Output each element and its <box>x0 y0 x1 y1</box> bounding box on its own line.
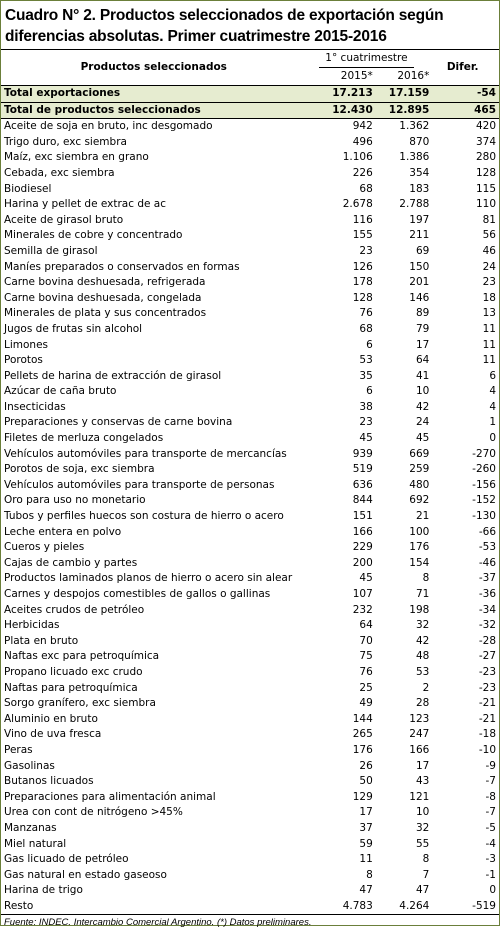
difference-cell: -4 <box>485 837 496 850</box>
difference-cell: 23 <box>482 276 496 289</box>
value-2016-cell: 47 <box>415 884 430 897</box>
table-row <box>1 135 499 151</box>
product-name-cell: Urea con cont de nitrógeno >45% <box>4 806 183 819</box>
value-2015-cell: 151 <box>352 510 373 523</box>
value-2016-cell: 2 <box>422 681 430 694</box>
difference-cell: -18 <box>478 728 496 741</box>
difference-cell: -46 <box>478 556 496 569</box>
product-name-cell: Semilla de girasol <box>4 244 98 257</box>
table-row <box>1 759 499 775</box>
table-row <box>1 821 499 837</box>
product-name-cell: Preparaciones y conservas de carne bovina <box>4 416 233 429</box>
difference-cell: -21 <box>478 712 496 725</box>
value-2015-cell: 200 <box>352 556 373 569</box>
table-row <box>1 665 499 681</box>
product-name-cell: Resto <box>4 899 34 912</box>
value-2016-cell: 10 <box>415 806 430 819</box>
value-2016-cell: 7 <box>422 868 430 881</box>
value-2016-cell: 669 <box>409 447 430 460</box>
product-name-cell: Miel natural <box>4 837 67 850</box>
value-2016-cell: 41 <box>415 369 430 382</box>
value-2015-cell: 6 <box>366 385 373 398</box>
value-2016-cell: 4.264 <box>399 899 430 912</box>
product-name-cell: Filetes de merluza congelados <box>4 432 164 445</box>
product-name-cell: Aceite de girasol bruto <box>4 213 124 226</box>
value-2016-cell: 2.788 <box>399 198 430 211</box>
value-2015-cell: 49 <box>359 697 373 710</box>
value-2015-cell: 232 <box>352 603 373 616</box>
product-name-cell: Harina y pellet de extrac de ac <box>4 198 167 211</box>
value-2015-cell: 68 <box>359 322 373 335</box>
product-name-cell: Preparaciones para alimentación animal <box>4 790 216 803</box>
table-row <box>1 322 499 338</box>
value-2016-cell: 17 <box>415 759 430 772</box>
product-name-cell: Propano licuado exc crudo <box>4 665 143 678</box>
total-exports-row <box>1 86 499 103</box>
difference-cell: -8 <box>485 790 496 803</box>
difference-cell: 110 <box>475 198 496 211</box>
product-name-cell: Minerales de cobre y concentrado <box>4 229 183 242</box>
value-2015-cell: 8 <box>366 868 373 881</box>
table-row <box>1 556 499 572</box>
difference-cell: -3 <box>485 853 496 866</box>
product-name-cell: Porotos <box>4 354 43 367</box>
value-2016-cell: 197 <box>409 213 430 226</box>
value-2016-cell: 247 <box>409 728 430 741</box>
table-row <box>1 353 499 369</box>
product-name-cell: Gasolinas <box>4 759 55 772</box>
header-row-1 <box>1 50 499 68</box>
table-row <box>1 603 499 619</box>
product-name-cell: Minerales de plata y sus concentrados <box>4 307 207 320</box>
product-name-cell: Naftas para petroquímica <box>4 681 138 694</box>
table-row <box>1 774 499 790</box>
value-2016-cell: 12.895 <box>373 102 430 119</box>
diff-column-header: Difer. <box>446 61 479 73</box>
table-row <box>1 868 499 884</box>
value-2016-cell: 166 <box>409 743 430 756</box>
value-2016-cell: 870 <box>409 135 430 148</box>
value-2016-cell: 48 <box>415 650 430 663</box>
value-2016-cell: 150 <box>409 260 430 273</box>
value-2015-cell: 76 <box>359 665 373 678</box>
value-2015-cell: 11 <box>359 853 373 866</box>
table-row <box>1 571 499 587</box>
table-row <box>1 540 499 556</box>
table-row <box>1 291 499 307</box>
value-2016-cell: 45 <box>415 432 430 445</box>
value-2015-cell: 2.678 <box>342 198 373 211</box>
product-name-cell: Vino de uva fresca <box>4 728 102 741</box>
value-2016-cell: 154 <box>409 556 430 569</box>
value-2015-cell: 35 <box>359 369 373 382</box>
value-2016-cell: 32 <box>415 821 430 834</box>
value-2016-cell: 480 <box>409 478 430 491</box>
product-name-cell: Vehículos automóviles para transporte de mercancías <box>4 447 287 460</box>
value-2015-cell: 23 <box>359 416 373 429</box>
table-title: Cuadro N° 2. Productos seleccionados de exportación según diferencias absolutas. Primer cuatrimestre 2015-2016 <box>5 7 444 45</box>
product-name-cell: Maíz, exc siembra en grano <box>4 151 149 164</box>
product-name-cell: Total exportaciones <box>1 86 304 103</box>
product-name-cell: Productos laminados planos de hierro o acero sin alear <box>4 572 293 585</box>
difference-cell: -519 <box>472 899 496 912</box>
table-row <box>1 338 499 354</box>
difference-cell: -152 <box>472 494 496 507</box>
value-2016-cell: 8 <box>422 853 430 866</box>
product-column-header: Productos seleccionados <box>80 61 227 73</box>
value-2015-cell: 229 <box>352 541 373 554</box>
table-body <box>1 50 499 914</box>
product-name-cell: Cueros y pieles <box>4 541 85 554</box>
value-2016-cell: 183 <box>409 182 430 195</box>
table-row <box>1 899 499 915</box>
value-2015-cell: 226 <box>352 166 373 179</box>
total-selected-row <box>1 102 499 119</box>
value-2016-cell: 176 <box>409 541 430 554</box>
value-2016-cell: 71 <box>415 588 430 600</box>
product-name-cell: Naftas exc para petroquímica <box>4 650 160 663</box>
value-2015-cell: 519 <box>352 463 373 476</box>
difference-cell: 4 <box>489 400 496 413</box>
difference-cell: -21 <box>478 697 496 710</box>
value-2016-cell: 21 <box>415 510 430 523</box>
value-2016-cell: 100 <box>409 525 430 538</box>
table-row <box>1 306 499 322</box>
value-2016-cell: 123 <box>409 712 430 725</box>
value-2015-cell: 636 <box>352 478 373 491</box>
table-row <box>1 166 499 182</box>
product-name-cell: Butanos licuados <box>4 775 94 788</box>
value-2016-cell: 64 <box>415 354 430 367</box>
table-row <box>1 431 499 447</box>
table-row <box>1 649 499 665</box>
difference-cell: -23 <box>478 665 496 678</box>
value-2015-cell: 37 <box>359 821 373 834</box>
difference-cell: 18 <box>482 291 496 304</box>
table-row <box>1 384 499 400</box>
table-row <box>1 618 499 634</box>
difference-cell: 115 <box>475 182 496 195</box>
product-name-cell: Vehículos automóviles para transporte de personas <box>4 478 275 491</box>
product-name-cell: Insecticidas <box>4 400 66 413</box>
table-row <box>1 837 499 853</box>
product-name-cell: Cebada, exc siembra <box>4 166 115 179</box>
product-name-cell: Harina de trigo <box>4 884 83 897</box>
value-2015-cell: 70 <box>359 634 373 647</box>
table-row <box>1 182 499 198</box>
table-row <box>1 634 499 650</box>
value-2016-cell: 1.362 <box>399 120 430 133</box>
value-2015-cell: 1.106 <box>342 151 373 164</box>
value-2016-cell: 354 <box>409 166 430 179</box>
value-2015-cell: 144 <box>352 712 373 725</box>
product-name-cell: Limones <box>4 338 49 351</box>
value-2016-cell: 32 <box>415 619 430 632</box>
value-2015-cell: 496 <box>352 135 373 148</box>
value-2016-cell: 17.159 <box>373 86 430 103</box>
product-name-cell: Gas natural en estado gaseoso <box>4 868 167 881</box>
table-row <box>1 119 499 135</box>
difference-cell: 11 <box>482 338 496 351</box>
value-2015-cell: 12.430 <box>304 102 373 119</box>
table-row <box>1 244 499 260</box>
product-name-cell: Pellets de harina de extracción de girasol <box>4 369 222 382</box>
difference-cell: -27 <box>478 650 496 663</box>
difference-cell: 6 <box>489 369 496 382</box>
difference-cell: 4 <box>489 385 496 398</box>
table-row <box>1 228 499 244</box>
difference-cell: -23 <box>478 681 496 694</box>
difference-cell: -10 <box>478 743 496 756</box>
difference-cell: 24 <box>482 260 496 273</box>
value-2015-cell: 178 <box>352 276 373 289</box>
table-row <box>1 525 499 541</box>
value-2016-cell: 692 <box>409 494 430 507</box>
value-2015-cell: 53 <box>359 354 373 367</box>
product-name-cell: Carnes y despojos comestibles de gallos o gallinas <box>4 588 271 600</box>
difference-cell: 128 <box>475 166 496 179</box>
difference-cell: -1 <box>485 868 496 881</box>
difference-cell: -53 <box>478 541 496 554</box>
value-2016-cell: 8 <box>422 572 430 585</box>
difference-cell: 11 <box>482 354 496 367</box>
difference-cell: -130 <box>472 510 496 523</box>
value-2016-cell: 55 <box>415 837 430 850</box>
difference-cell: -54 <box>429 86 499 103</box>
difference-cell: -270 <box>472 447 496 460</box>
table-row <box>1 727 499 743</box>
value-2015-cell: 129 <box>352 790 373 803</box>
value-2016-cell: 89 <box>415 307 430 320</box>
table-row <box>1 150 499 166</box>
value-2015-cell: 45 <box>359 432 373 445</box>
value-2016-cell: 259 <box>409 463 430 476</box>
table-row <box>1 587 499 603</box>
difference-cell: 0 <box>489 884 496 897</box>
product-name-cell: Carne bovina deshuesada, congelada <box>4 291 202 304</box>
product-name-cell: Porotos de soja, exc siembra <box>4 463 155 476</box>
difference-cell: -66 <box>478 525 496 538</box>
value-2015-cell: 68 <box>359 182 373 195</box>
value-2016-cell: 121 <box>409 790 430 803</box>
product-name-cell: Herbicidas <box>4 619 60 632</box>
period-label: 1° cuatrimestre <box>319 50 413 68</box>
value-2016-cell: 69 <box>415 244 430 257</box>
value-2015-cell: 25 <box>359 681 373 694</box>
year-2015-header: 2015* <box>340 70 373 82</box>
value-2016-cell: 1.386 <box>399 151 430 164</box>
product-name-cell: Carne bovina deshuesada, refrigerada <box>4 276 206 289</box>
table-row <box>1 415 499 431</box>
value-2015-cell: 128 <box>352 291 373 304</box>
value-2015-cell: 939 <box>352 447 373 460</box>
value-2015-cell: 6 <box>366 338 373 351</box>
product-name-cell: Peras <box>4 743 33 756</box>
value-2015-cell: 64 <box>359 619 373 632</box>
table-row <box>1 696 499 712</box>
product-name-cell: Sorgo granífero, exc siembra <box>4 697 156 710</box>
value-2015-cell: 38 <box>359 400 373 413</box>
table-row <box>1 447 499 463</box>
value-2015-cell: 50 <box>359 775 373 788</box>
product-name-cell: Trigo duro, exc siembra <box>4 135 127 148</box>
source-note: Fuente: INDEC. Intercambio Comercial Argentino. (*) Datos preliminares. <box>1 914 499 931</box>
difference-cell: 465 <box>429 102 499 119</box>
product-name-cell: Aceite de soja en bruto, inc desgomado <box>4 120 213 133</box>
value-2015-cell: 166 <box>352 525 373 538</box>
table-row <box>1 790 499 806</box>
product-name-cell: Tubos y perfiles huecos son costura de hierro o acero <box>4 510 284 523</box>
value-2015-cell: 844 <box>352 494 373 507</box>
product-name-cell: Biodiesel <box>4 182 52 195</box>
value-2016-cell: 42 <box>415 634 430 647</box>
difference-cell: -7 <box>485 775 496 788</box>
product-name-cell: Leche entera en polvo <box>4 525 122 538</box>
value-2016-cell: 42 <box>415 400 430 413</box>
value-2015-cell: 4.783 <box>342 899 373 912</box>
difference-cell: 374 <box>475 135 496 148</box>
difference-cell: 0 <box>489 432 496 445</box>
difference-cell: -156 <box>472 478 496 491</box>
value-2015-cell: 17 <box>359 806 373 819</box>
table-row <box>1 369 499 385</box>
difference-cell: 280 <box>475 151 496 164</box>
product-name-cell: Jugos de frutas sin alcohol <box>4 322 143 335</box>
value-2016-cell: 53 <box>415 665 430 678</box>
value-2016-cell: 43 <box>415 775 430 788</box>
value-2016-cell: 79 <box>415 322 430 335</box>
table-row <box>1 213 499 229</box>
table-row <box>1 681 499 697</box>
table-row <box>1 509 499 525</box>
product-name-cell: Manzanas <box>4 821 57 834</box>
value-2016-cell: 10 <box>415 385 430 398</box>
value-2015-cell: 116 <box>352 213 373 226</box>
value-2015-cell: 942 <box>352 120 373 133</box>
value-2015-cell: 176 <box>352 743 373 756</box>
product-name-cell: Cajas de cambio y partes <box>4 556 138 569</box>
value-2015-cell: 17.213 <box>304 86 373 103</box>
value-2016-cell: 28 <box>415 697 430 710</box>
value-2016-cell: 198 <box>409 603 430 616</box>
difference-cell: -36 <box>478 588 496 600</box>
table-row <box>1 493 499 509</box>
table-row <box>1 260 499 276</box>
table-row <box>1 712 499 728</box>
value-2015-cell: 155 <box>352 229 373 242</box>
value-2016-cell: 17 <box>415 338 430 351</box>
difference-cell: -34 <box>478 603 496 616</box>
difference-cell: 1 <box>489 416 496 429</box>
value-2015-cell: 45 <box>359 572 373 585</box>
product-name-cell: Aceites crudos de petróleo <box>4 603 145 616</box>
product-name-cell: Aluminio en bruto <box>4 712 98 725</box>
table-row <box>1 805 499 821</box>
difference-cell: 420 <box>475 120 496 133</box>
product-name-cell: Total de productos seleccionados <box>1 102 304 119</box>
value-2016-cell: 146 <box>409 291 430 304</box>
value-2016-cell: 201 <box>409 276 430 289</box>
period-header <box>304 50 430 68</box>
difference-cell: 11 <box>482 322 496 335</box>
table-row <box>1 852 499 868</box>
difference-cell: -37 <box>478 572 496 585</box>
difference-cell: -5 <box>485 821 496 834</box>
product-name-cell: Gas licuado de petróleo <box>4 853 129 866</box>
difference-cell: -28 <box>478 634 496 647</box>
value-2015-cell: 76 <box>359 307 373 320</box>
difference-cell: 81 <box>482 213 496 226</box>
difference-cell: 13 <box>482 307 496 320</box>
value-2015-cell: 75 <box>359 650 373 663</box>
difference-cell: 46 <box>482 244 496 257</box>
value-2015-cell: 26 <box>359 759 373 772</box>
product-name-cell: Oro para uso no monetario <box>4 494 146 507</box>
table-row <box>1 275 499 291</box>
table-row <box>1 478 499 494</box>
value-2016-cell: 211 <box>409 229 430 242</box>
product-name-cell: Plata en bruto <box>4 634 79 647</box>
difference-cell: -260 <box>472 463 496 476</box>
difference-cell: 56 <box>482 229 496 242</box>
value-2016-cell: 24 <box>415 416 430 429</box>
table-row <box>1 197 499 213</box>
difference-cell: -7 <box>485 806 496 819</box>
exports-table <box>1 50 499 914</box>
value-2015-cell: 59 <box>359 837 373 850</box>
value-2015-cell: 107 <box>352 588 373 600</box>
value-2015-cell: 23 <box>359 244 373 257</box>
table-row <box>1 743 499 759</box>
difference-cell: -32 <box>478 619 496 632</box>
year-2016-header: 2016* <box>397 70 430 82</box>
table-row <box>1 883 499 899</box>
value-2015-cell: 126 <box>352 260 373 273</box>
difference-cell: -9 <box>485 759 496 772</box>
table-row <box>1 462 499 478</box>
value-2015-cell: 265 <box>352 728 373 741</box>
product-name-cell: Maníes preparados o conservados en formas <box>4 260 240 273</box>
table-row <box>1 400 499 416</box>
product-name-cell: Azúcar de caña bruto <box>4 385 117 398</box>
value-2015-cell: 47 <box>359 884 373 897</box>
